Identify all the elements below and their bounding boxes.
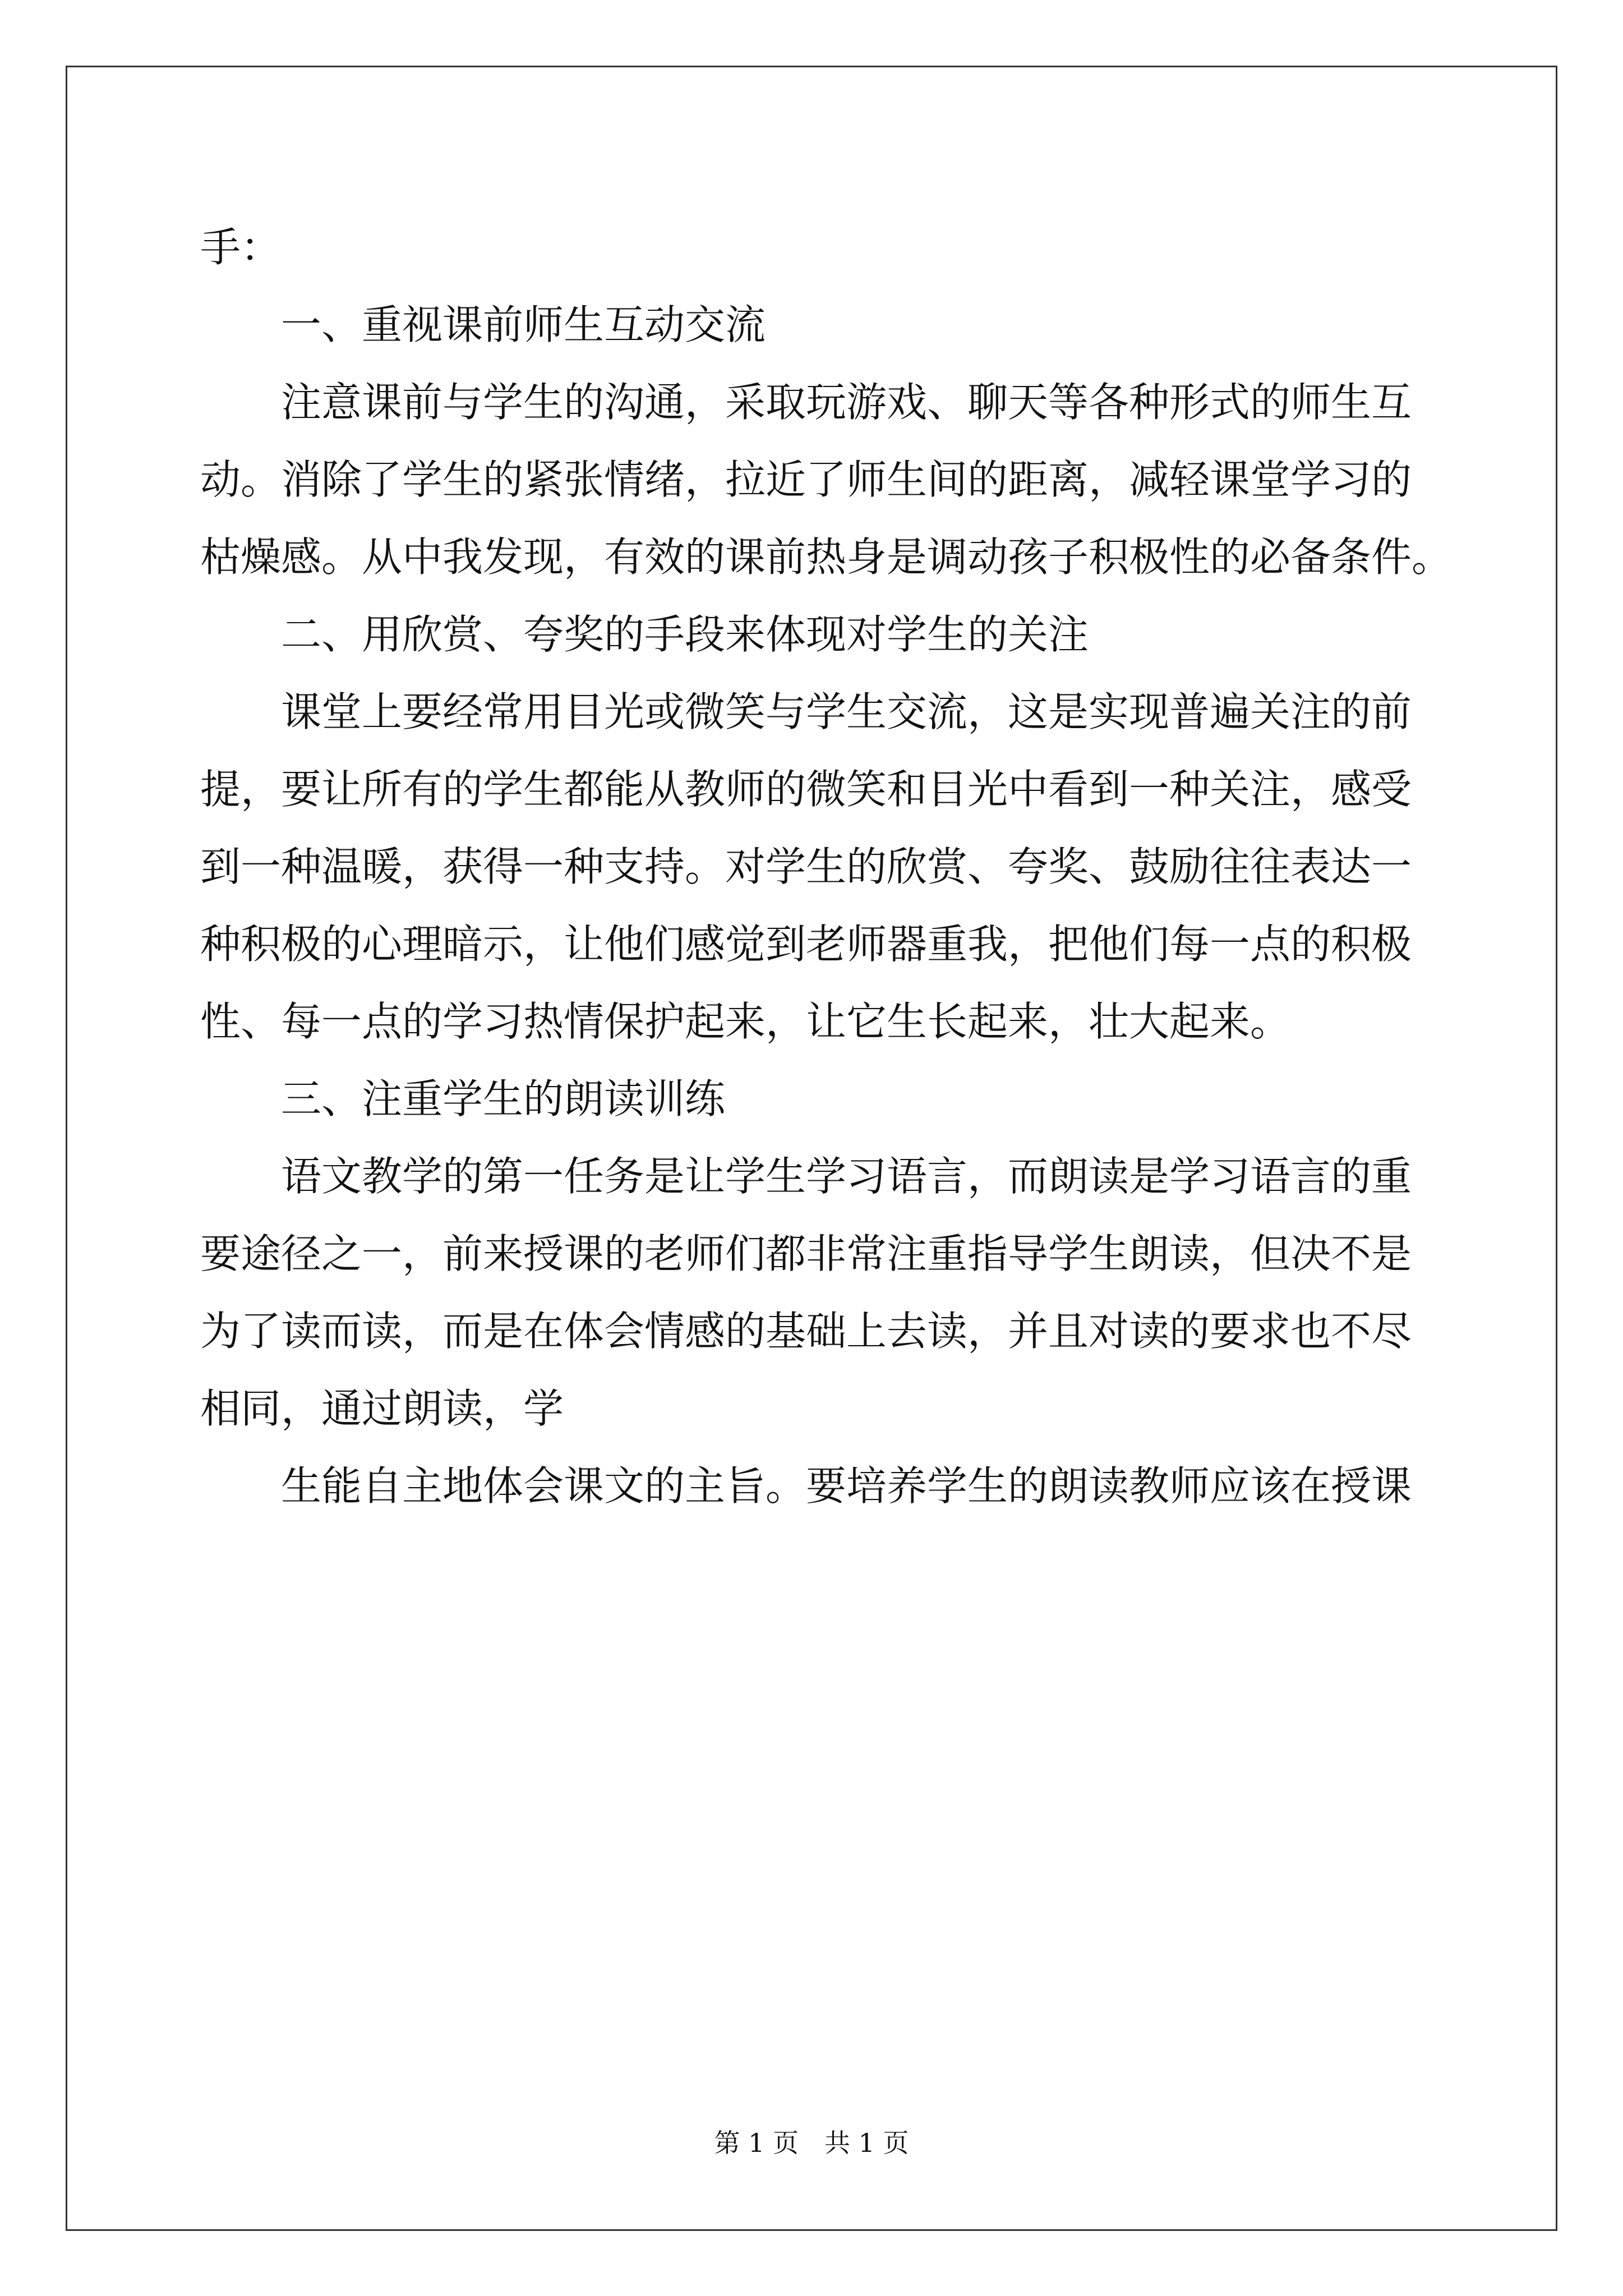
- text-line: 为了读而读，而是在体会情感的基础上去读，并且对读的要求也不尽: [200, 1308, 1412, 1355]
- text-line: 三、注重学生的朗读训练: [281, 1075, 726, 1122]
- text-line: 动。消除了学生的紧张情绪，拉近了师生间的距离，减轻课堂学习的: [200, 456, 1412, 503]
- text-line: 种积极的心理暗示，让他们感觉到老师器重我，把他们每一点的积极: [200, 921, 1412, 968]
- text-line: 枯燥感。从中我发现，有效的课前热身是调动孩子积极性的必备条件。: [200, 533, 1453, 581]
- text-line: 一、重视课前师生互动交流: [281, 301, 766, 348]
- text-line: 语文教学的第一任务是让学生学习语言，而朗读是学习语言的重: [281, 1153, 1412, 1200]
- text-line: 课堂上要经常用目光或微笑与学生交流，这是实现普遍关注的前: [281, 688, 1412, 735]
- text-line: 生能自主地体会课文的主旨。要培养学生的朗读教师应该在授课: [281, 1462, 1412, 1510]
- text-line: 二、用欣赏、夸奖的手段来体现对学生的关注: [281, 611, 1089, 658]
- text-line: 手：: [200, 224, 282, 271]
- page-footer: 第 1 页 共 1 页: [714, 2128, 909, 2158]
- text-line: 要途径之一，前来授课的老师们都非常注重指导学生朗读，但决不是: [200, 1230, 1412, 1277]
- text-line: 提，要让所有的学生都能从教师的微笑和目光中看到一种关注，感受: [200, 766, 1412, 813]
- text-line: 注意课前与学生的沟通，采取玩游戏、聊天等各种形式的师生互: [281, 379, 1412, 426]
- text-line: 到一种温暖，获得一种支持。对学生的欣赏、夸奖、鼓励往往表达一: [200, 843, 1412, 890]
- text-line: 相同，通过朗读，学: [200, 1385, 564, 1432]
- document-body: [200, 209, 1453, 1525]
- text-line: 性、每一点的学习热情保护起来，让它生长起来，壮大起来。: [200, 998, 1291, 1045]
